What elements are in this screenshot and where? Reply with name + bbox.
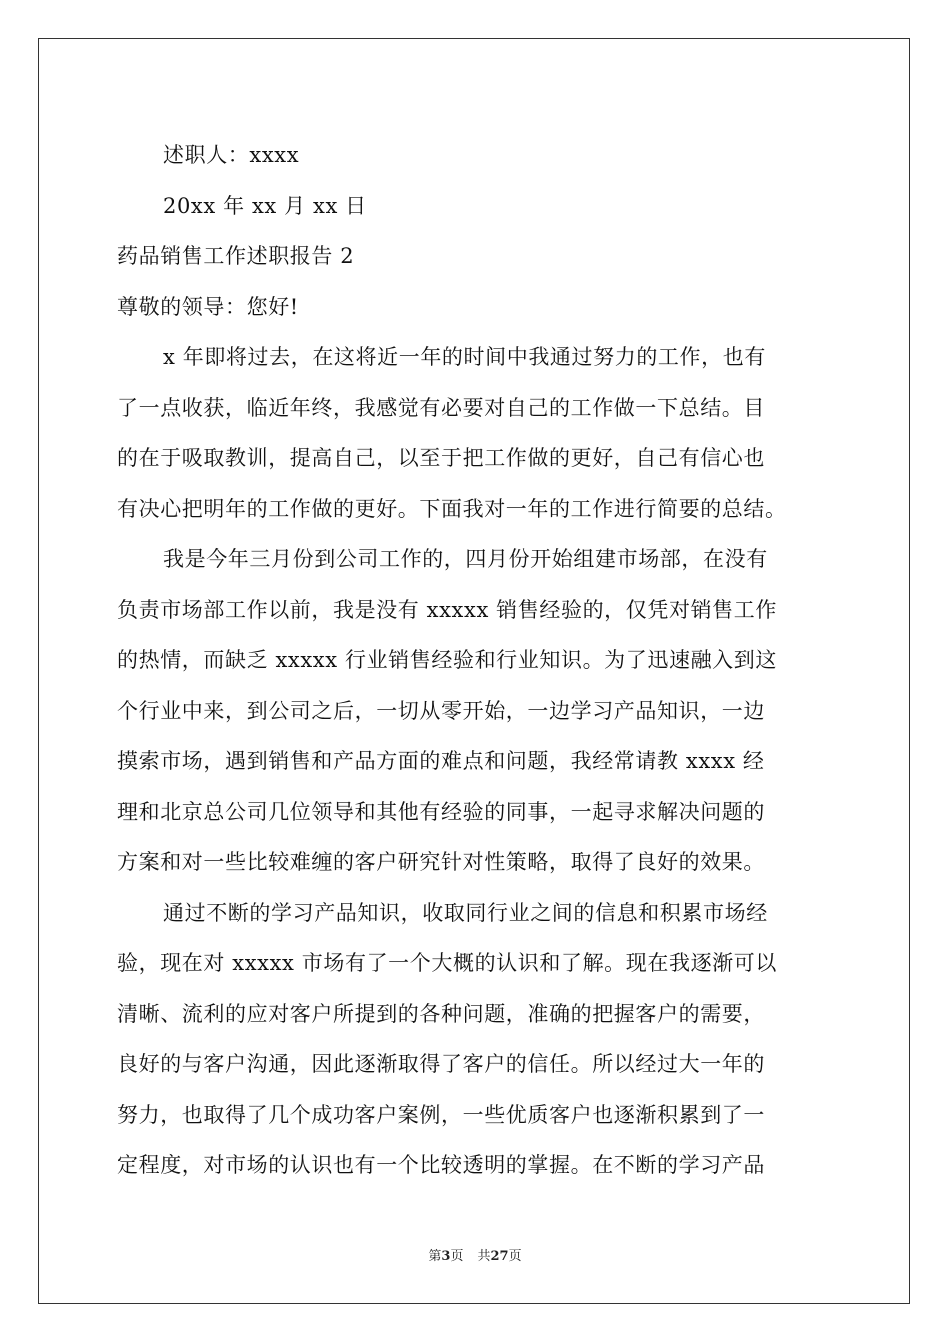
paragraph-line: 摸索市场，遇到销售和产品方面的难点和问题，我经常请教 xxxx 经 [117, 749, 765, 773]
page-current: 3 [441, 1249, 451, 1264]
paragraph-line: 我是今年三月份到公司工作的，四月份开始组建市场部，在没有 [163, 547, 768, 571]
paragraph-line: 定程度，对市场的认识也有一个比较透明的掌握。在不断的学习产品 [117, 1153, 765, 1177]
report-title: 药品销售工作述职报告 2 [117, 244, 355, 268]
paragraph-line: 了一点收获，临近年终，我感觉有必要对自己的工作做一下总结。目 [117, 395, 765, 420]
total-prefix: 共 [477, 1249, 491, 1264]
page-footer [0, 1249, 950, 1265]
paragraph-line: x 年即将过去，在这将近一年的时间中我通过努力的工作，也有 [163, 345, 766, 369]
paragraph-line: 负责市场部工作以前，我是没有 xxxxx 销售经验的，仅凭对销售工作 [117, 597, 777, 622]
total-suffix: 页 [508, 1249, 522, 1264]
paragraph-line: 的热情，而缺乏 xxxxx 行业销售经验和行业知识。为了迅速融入到这 [117, 648, 777, 672]
date-line: 20xx 年 xx 月 xx 日 [163, 193, 367, 218]
paragraph-line: 有决心把明年的工作做的更好。下面我对一年的工作进行简要的总结。 [117, 496, 787, 521]
paragraph-line: 个行业中来，到公司之后，一切从零开始，一边学习产品知识，一边 [117, 698, 765, 723]
salutation: 尊敬的领导：您好! [117, 294, 299, 319]
page-prefix: 第 [428, 1249, 442, 1264]
paragraph-line: 方案和对一些比较难缠的客户研究针对性策略，取得了良好的效果。 [117, 850, 765, 874]
page-suffix: 页 [450, 1249, 464, 1264]
paragraph-line: 良好的与客户沟通，因此逐渐取得了客户的信任。所以经过大一年的 [117, 1052, 765, 1076]
paragraph-line: 努力，也取得了几个成功客户案例，一些优质客户也逐渐积累到了一 [117, 1102, 765, 1127]
paragraph-line: 清晰、流利的应对客户所提到的各种问题，准确的把握客户的需要， [117, 1001, 765, 1026]
document-body [117, 130, 857, 1191]
paragraph-line: 通过不断的学习产品知识，收取同行业之间的信息和积累市场经 [163, 900, 768, 925]
paragraph-line: 验，现在对 xxxxx 市场有了一个大概的认识和了解。现在我逐渐可以 [117, 951, 777, 975]
reporter-line: 述职人：xxxx [163, 143, 300, 167]
page-total: 27 [490, 1249, 509, 1264]
paragraph-line: 的在于吸取教训，提高自己，以至于把工作做的更好，自己有信心也 [117, 446, 765, 470]
paragraph-line: 理和北京总公司几位领导和其他有经验的同事，一起寻求解决问题的 [117, 799, 765, 824]
